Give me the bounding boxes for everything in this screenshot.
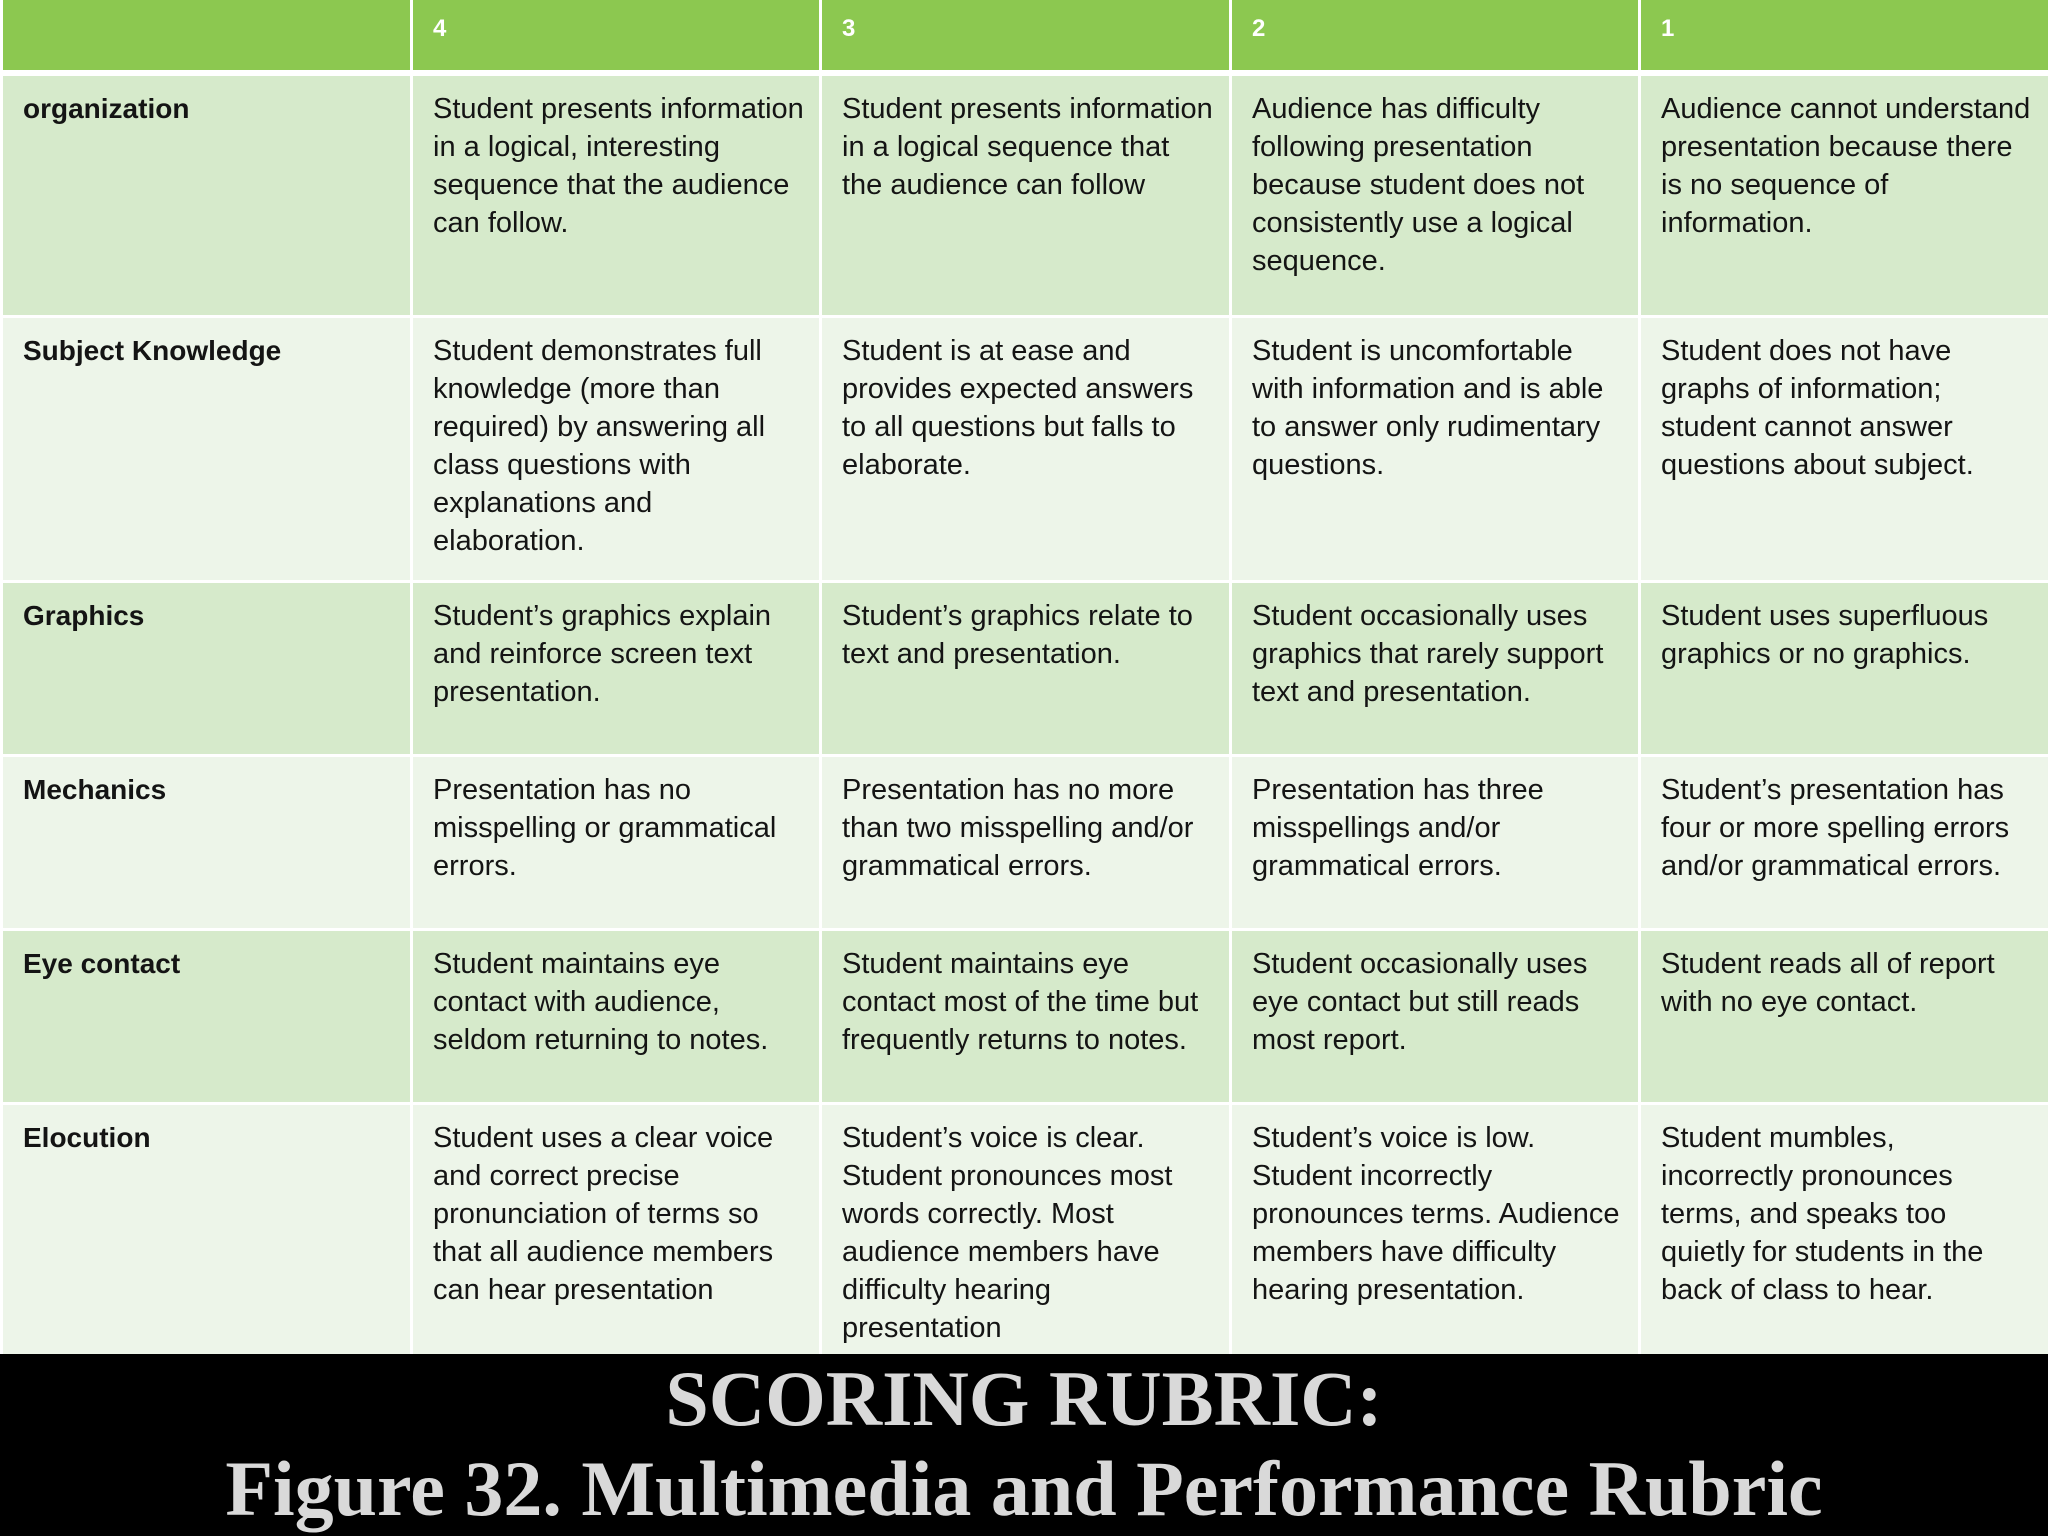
header-cell-score-4: 4 [412,0,821,73]
criterion-label: organization [2,73,412,316]
table-cell: Student occasionally uses eye contact but still reads most report. [1231,929,1640,1103]
table-row [2,929,2048,1103]
table-cell: Student is uncomfortable with information and is able to answer only rudimentary questions. [1231,316,1640,581]
caption-subtitle: Figure 32. Multimedia and Performance Rubric [225,1445,1823,1532]
table-cell: Student uses a clear voice and correct precise pronunciation of terms so that all audience members can hear presentation [412,1103,821,1371]
table-cell: Student mumbles, incorrectly pronounces terms, and speaks too quietly for students in the back of class to hear. [1640,1103,2048,1371]
table-row [2,73,2048,316]
table-cell: Student uses superfluous graphics or no graphics. [1640,581,2048,755]
header-row [2,0,2048,73]
criterion-label: Mechanics [2,755,412,929]
table-row [2,316,2048,581]
table-cell: Student’s voice is clear. Student pronounces most words correctly. Most audience members have difficulty hearing presentation [821,1103,1231,1371]
table-cell: Student’s graphics explain and reinforce screen text presentation. [412,581,821,755]
table-cell: Audience has difficulty following presentation because student does not consistently use a logical sequence. [1231,73,1640,316]
caption-title: SCORING RUBRIC: [665,1355,1383,1442]
table-row [2,1103,2048,1371]
table-cell: Student maintains eye contact most of the time but frequently returns to notes. [821,929,1231,1103]
table-cell: Student’s graphics relate to text and presentation. [821,581,1231,755]
table-row [2,581,2048,755]
table-cell: Student is at ease and provides expected answers to all questions but falls to elaborate. [821,316,1231,581]
table-cell: Student maintains eye contact with audience, seldom returning to notes. [412,929,821,1103]
table-cell: Presentation has no more than two misspelling and/or grammatical errors. [821,755,1231,929]
criterion-label: Eye contact [2,929,412,1103]
table-cell: Student’s voice is low. Student incorrectly pronounces terms. Audience members have difficulty hearing presentation. [1231,1103,1640,1371]
table-cell: Student presents information in a logical sequence that the audience can follow [821,73,1231,316]
table-cell: Student reads all of report with no eye contact. [1640,929,2048,1103]
criterion-label: Subject Knowledge [2,316,412,581]
table-cell: Student does not have graphs of information; student cannot answer questions about subject. [1640,316,2048,581]
caption-banner [0,1354,2048,1536]
table-cell: Presentation has no misspelling or grammatical errors. [412,755,821,929]
table-cell: Student demonstrates full knowledge (more than required) by answering all class questions with explanations and elaboration. [412,316,821,581]
header-cell-criteria [2,0,412,73]
table-cell: Audience cannot understand presentation because there is no sequence of information. [1640,73,2048,316]
table-row [2,755,2048,929]
header-cell-score-3: 3 [821,0,1231,73]
header-cell-score-2: 2 [1231,0,1640,73]
criterion-label: Graphics [2,581,412,755]
table-cell: Student occasionally uses graphics that rarely support text and presentation. [1231,581,1640,755]
table-cell: Presentation has three misspellings and/or grammatical errors. [1231,755,1640,929]
criterion-label: Elocution [2,1103,412,1371]
header-cell-score-1: 1 [1640,0,2048,73]
table-cell: Student presents information in a logical, interesting sequence that the audience can follow. [412,73,821,316]
table-cell: Student’s presentation has four or more spelling errors and/or grammatical errors. [1640,755,2048,929]
